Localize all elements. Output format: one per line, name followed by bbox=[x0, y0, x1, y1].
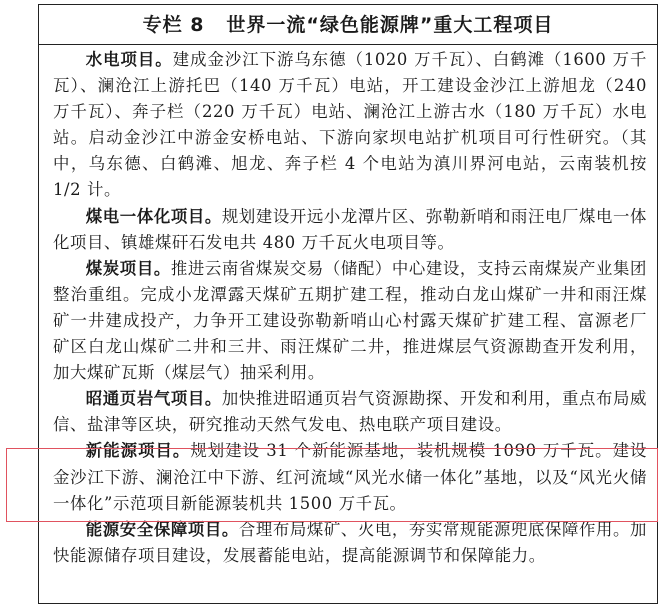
section-coal-power bbox=[53, 204, 647, 256]
section-text: 建成金沙江下游乌东德（1020 万千瓦）、白鹤滩（1600 万千瓦）、澜沧江上游托巴（140 万千瓦）电站，开工建设金沙江上游旭龙（240 万千瓦）、奔子栏（220 万千瓦）电站、澜沧江上游古水（180 万千瓦）水电站。启动金沙江中游金安桥电站、下游向家坝电站扩机项目可行性研究。（其中，乌东德、白鹤滩、旭龙、奔子栏 4 个电站为滇川界河电站，云南装机按 1/2 计。 bbox=[53, 50, 647, 200]
box-title-text: 世界一流“绿色能源牌”重大工程项目 bbox=[226, 14, 554, 36]
section-text: 加快推进昭通页岩气资源勘探、开发和利用，重点布局威信、盐津等区块，研究推动天然气发电、热电联产项目建设。 bbox=[53, 389, 647, 435]
section-text: 合理布局煤矿、火电，夯实常规能源兜底保障作用。加快能源储存项目建设，发展蓄能电站，提高能源调节和保障能力。 bbox=[53, 519, 647, 565]
section-text: 规划建设开远小龙潭片区、弥勒新哨和雨汪电厂煤电一体化项目、镇雄煤矸石发电共 480 万千瓦火电项目等。 bbox=[53, 206, 647, 252]
highlight-box bbox=[6, 448, 658, 522]
section-coal bbox=[53, 256, 647, 386]
section-heading: 煤电一体化项目。 bbox=[85, 206, 222, 226]
title-divider bbox=[39, 44, 657, 45]
section-shale-gas bbox=[53, 386, 647, 438]
section-heading: 水电项目。 bbox=[85, 50, 173, 69]
section-heading: 能源安全保障项目。 bbox=[85, 519, 239, 539]
section-energy-security bbox=[53, 517, 647, 569]
section-heading: 煤炭项目。 bbox=[85, 258, 171, 278]
section-text: 规划建设 31 个新能源基地，装机规模 1090 万千瓦。建设金沙江下游、澜沧江中下游、红河流域“风光水储一体化”基地，以及“风光火储一体化”示范项目新能源装机共 1500 万千瓦。 bbox=[53, 441, 647, 513]
box-title bbox=[39, 7, 657, 43]
box-title-label: 专栏 8 bbox=[142, 14, 205, 36]
section-text: 推进云南省煤炭交易（储配）中心建设，支持云南煤炭产业集团整治重组。完成小龙潭露天煤矿五期扩建工程，推动白龙山煤矿一井和雨汪煤矿一井建成投产，力争开工建设弥勒新哨山心村露天煤矿扩建工程、富源老厂矿区白龙山煤矿二井和三井、雨汪煤矿二井，推进煤层气资源勘查开发利用，加大煤矿瓦斯（煤层气）抽采利用。 bbox=[53, 258, 647, 383]
section-heading: 新能源项目。 bbox=[85, 441, 191, 461]
section-hydropower bbox=[53, 47, 647, 204]
section-heading: 昭通页岩气项目。 bbox=[85, 389, 222, 409]
